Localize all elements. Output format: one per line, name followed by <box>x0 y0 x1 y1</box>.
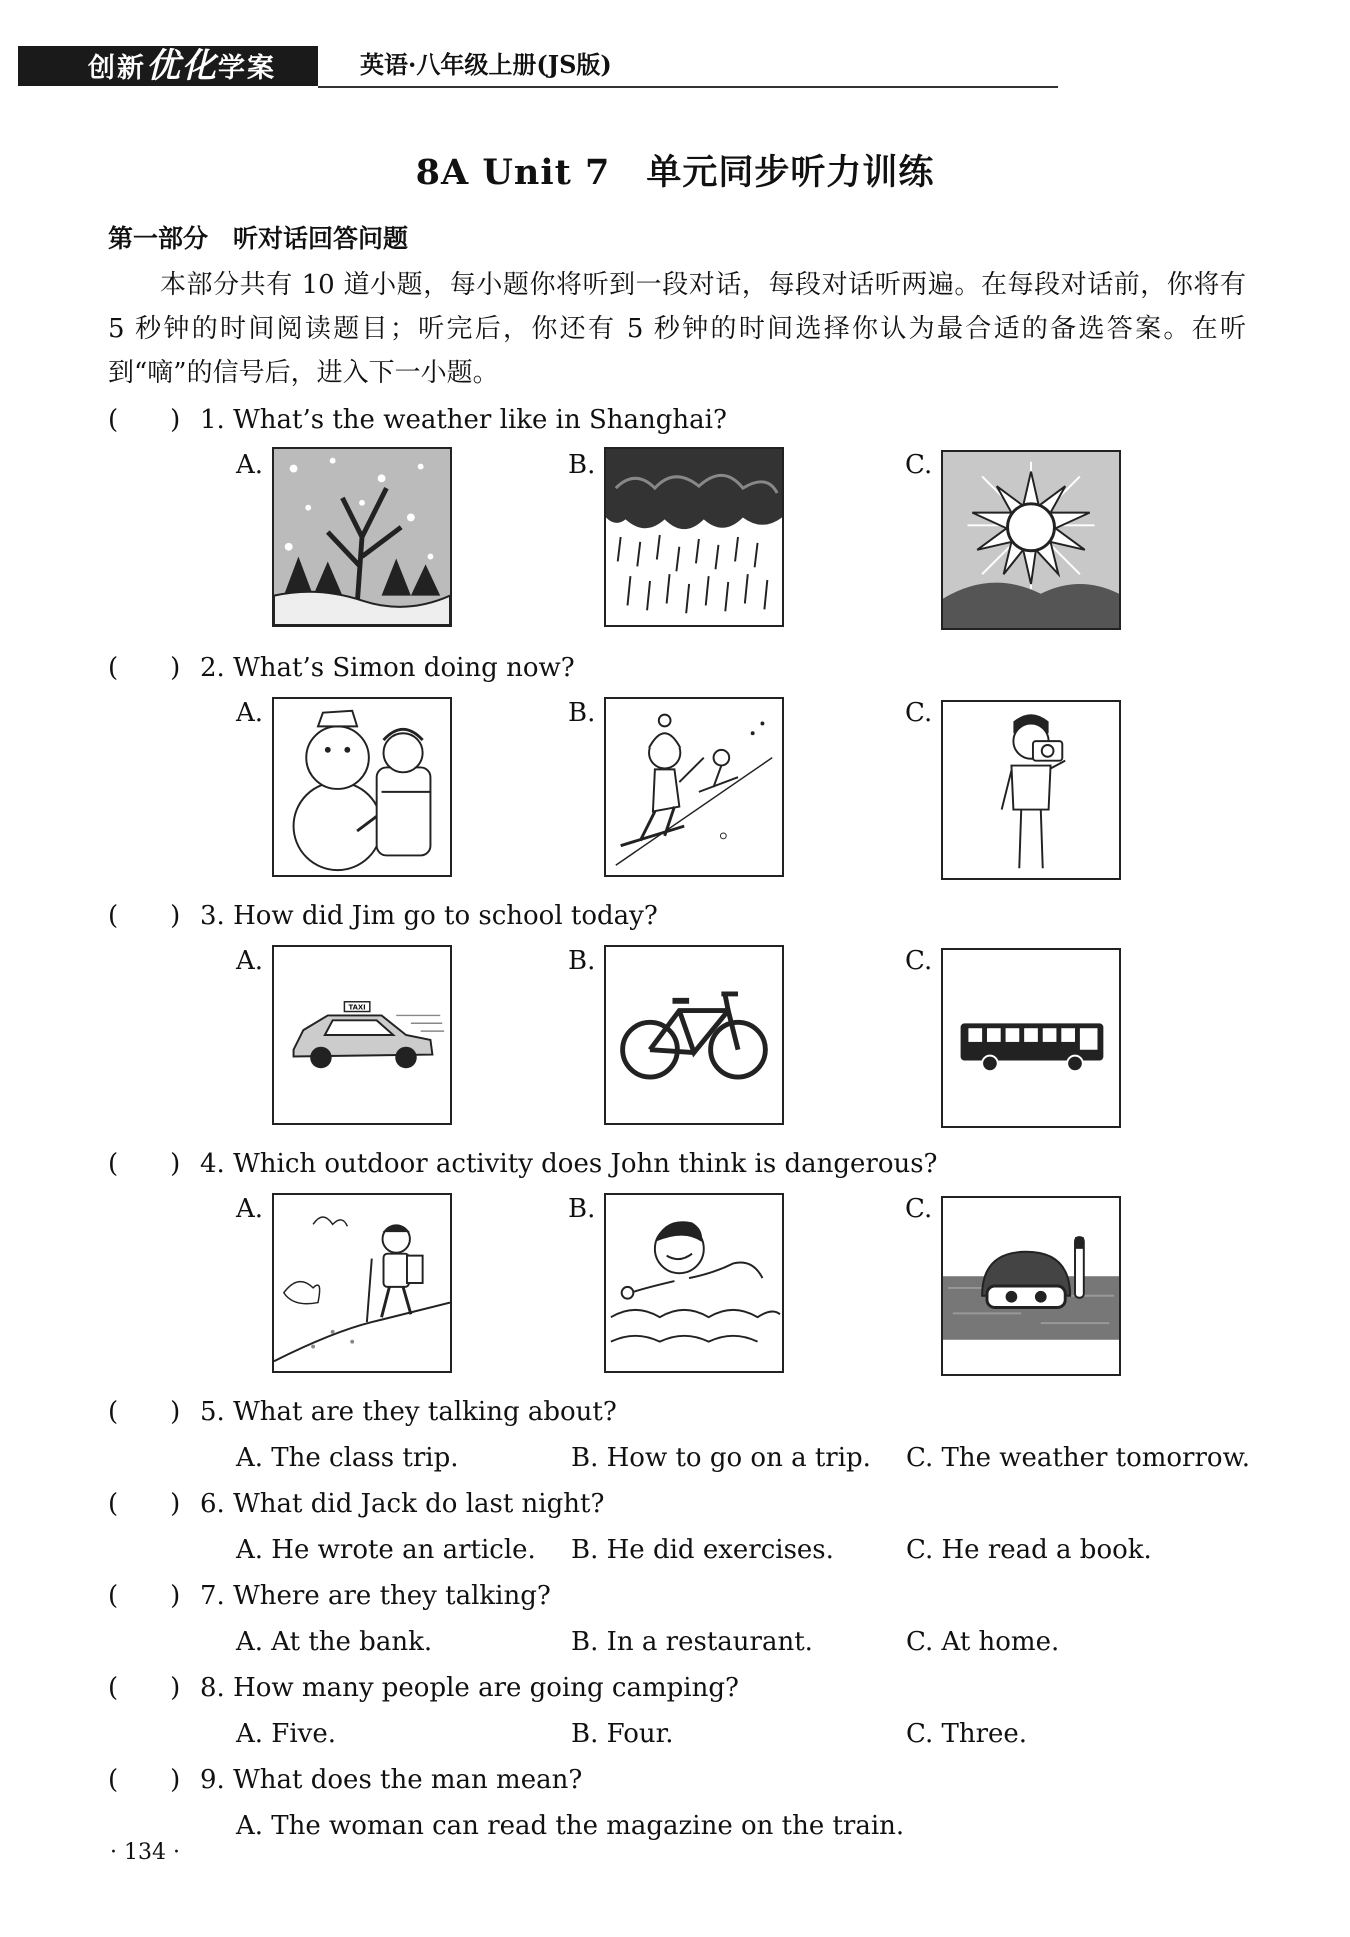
option-a[interactable]: A. At the bank. <box>236 1627 433 1657</box>
answer-blank[interactable]: ( ) <box>108 1397 181 1427</box>
question-row <box>108 1147 938 1181</box>
option-c[interactable]: C. He read a book. <box>906 1535 1152 1565</box>
answer-blank[interactable]: ( ) <box>108 1765 181 1795</box>
bicycle-icon[interactable] <box>604 945 784 1125</box>
bus-icon[interactable] <box>941 948 1121 1128</box>
question-text: 6. What did Jack do last night? <box>200 1489 605 1519</box>
option-label: C. <box>905 946 933 976</box>
option-b[interactable]: B. In a restaurant. <box>571 1627 813 1657</box>
question-row <box>108 1579 551 1613</box>
option-label: B. <box>568 946 596 976</box>
question-row <box>108 403 727 437</box>
option-label: A. <box>236 450 264 480</box>
question-row <box>108 1671 739 1705</box>
option-b[interactable]: B. How to go on a trip. <box>571 1443 871 1473</box>
answer-blank[interactable]: ( ) <box>108 1581 181 1611</box>
question-text: 2. What’s Simon doing now? <box>200 653 575 683</box>
brand-banner <box>18 46 318 86</box>
page-title: 8A Unit 7 单元同步听力训练 <box>415 152 935 193</box>
option-label: A. <box>236 946 264 976</box>
snowman-icon[interactable] <box>272 697 452 877</box>
option-a[interactable]: A. The woman can read the magazine on the train. <box>236 1811 905 1841</box>
answer-blank[interactable]: ( ) <box>108 653 181 683</box>
option-a[interactable]: A. He wrote an article. <box>236 1535 536 1565</box>
sun-icon[interactable] <box>941 450 1121 630</box>
option-c[interactable]: C. At home. <box>906 1627 1060 1657</box>
question-row <box>108 1763 582 1797</box>
question-row <box>108 899 658 933</box>
question-row <box>108 1395 617 1429</box>
hiking-icon[interactable] <box>272 1193 452 1373</box>
option-label: C. <box>905 450 933 480</box>
diving-icon[interactable] <box>941 1196 1121 1376</box>
option-label: C. <box>905 698 933 728</box>
skiing-icon[interactable] <box>604 697 784 877</box>
section-title: 第一部分 听对话回答问题 <box>108 224 409 253</box>
option-label: A. <box>236 698 264 728</box>
option-label: B. <box>568 1194 596 1224</box>
photographer-icon[interactable] <box>941 700 1121 880</box>
page-number: · 134 · <box>110 1840 180 1865</box>
snowy-tree-icon[interactable] <box>272 447 452 627</box>
option-label: C. <box>905 1194 933 1224</box>
brand-emphasis: 优化 <box>146 46 218 86</box>
option-label: A. <box>236 1194 264 1224</box>
section-instructions: 本部分共有 10 道小题，每小题你将听到一段对话，每段对话听两遍。在每段对话前，你将有 5 秒钟的时间阅读题目；听完后，你还有 5 秒钟的时间选择你认为最合适的备选答案。在听到“嘀”的信号后，进入下一小题。 <box>108 270 1246 388</box>
answer-blank[interactable]: ( ) <box>108 1149 181 1179</box>
answer-blank[interactable]: ( ) <box>108 1673 181 1703</box>
header-divider <box>318 86 1058 88</box>
book-title: 英语·八年级上册(JS版) <box>360 50 612 79</box>
taxi-icon[interactable] <box>272 945 452 1125</box>
answer-blank[interactable]: ( ) <box>108 901 181 931</box>
rain-cloud-icon[interactable] <box>604 447 784 627</box>
question-text: 4. Which outdoor activity does John think is dangerous? <box>200 1149 938 1179</box>
question-text: 5. What are they talking about? <box>200 1397 617 1427</box>
question-row <box>108 1487 604 1521</box>
option-a[interactable]: A. Five. <box>236 1719 337 1749</box>
question-text: 7. Where are they talking? <box>200 1581 551 1611</box>
option-b[interactable]: B. Four. <box>571 1719 674 1749</box>
option-b[interactable]: B. He did exercises. <box>571 1535 834 1565</box>
answer-blank[interactable]: ( ) <box>108 1489 181 1519</box>
question-text: 3. How did Jim go to school today? <box>200 901 658 931</box>
option-label: B. <box>568 450 596 480</box>
option-a[interactable]: A. The class trip. <box>236 1443 459 1473</box>
option-c[interactable]: C. Three. <box>906 1719 1028 1749</box>
swimming-icon[interactable] <box>604 1193 784 1373</box>
question-text: 1. What’s the weather like in Shanghai? <box>200 405 727 435</box>
question-row <box>108 651 575 685</box>
option-c[interactable]: C. The weather tomorrow. <box>906 1443 1251 1473</box>
brand-prefix: 创新 <box>88 53 146 84</box>
taxi-sign: TAXI <box>348 1003 366 1012</box>
question-text: 9. What does the man mean? <box>200 1765 583 1795</box>
answer-blank[interactable]: ( ) <box>108 405 181 435</box>
question-text: 8. How many people are going camping? <box>200 1673 739 1703</box>
brand-suffix: 学案 <box>218 53 276 84</box>
option-label: B. <box>568 698 596 728</box>
